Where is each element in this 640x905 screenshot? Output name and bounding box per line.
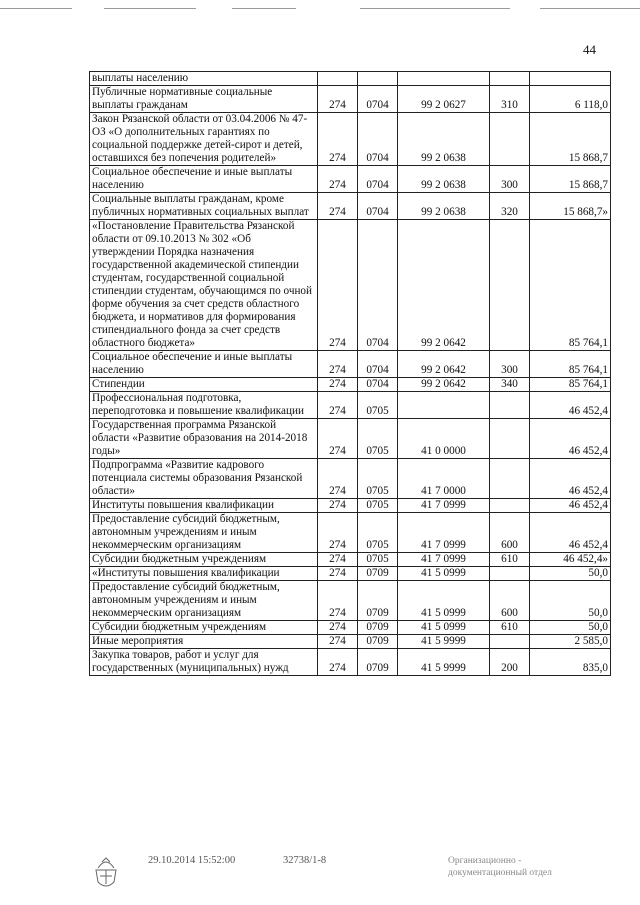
row-ministry-code: 274 (318, 553, 358, 567)
row-target-code: 99 2 0642 (398, 220, 490, 351)
table-row (90, 113, 611, 166)
department-stamp-line1: Организационно - (448, 856, 522, 866)
row-amount: 85 764,1 (530, 378, 611, 392)
row-ministry-code: 274 (318, 193, 358, 220)
row-description: Предоставление субсидий бюджетным, автономным учреждениям и иным некоммерческим организациям (90, 513, 318, 553)
row-target-code: 41 0 0000 (398, 419, 490, 459)
table-row (90, 499, 611, 513)
row-target-code: 99 2 0642 (398, 351, 490, 378)
footer-document-id: 32738/1-8 (283, 855, 327, 866)
row-ministry-code: 274 (318, 166, 358, 193)
row-description: Предоставление субсидий бюджетным, автономным учреждениям и иным некоммерческим организациям (90, 581, 318, 621)
row-target-code: 41 5 0999 (398, 581, 490, 621)
row-expense-type (490, 220, 530, 351)
row-amount: 46 452,4 (530, 499, 611, 513)
row-section-code: 0709 (358, 635, 398, 649)
row-section-code: 0705 (358, 392, 398, 419)
table-row (90, 567, 611, 581)
row-section-code: 0709 (358, 581, 398, 621)
row-expense-type: 200 (490, 649, 530, 676)
row-expense-type: 600 (490, 581, 530, 621)
row-description: Субсидии бюджетным учреждениям (90, 553, 318, 567)
row-description: «Институты повышения квалификации (90, 567, 318, 581)
table-row (90, 220, 611, 351)
row-target-code: 41 5 9999 (398, 649, 490, 676)
row-target-code (398, 72, 490, 86)
row-amount: 46 452,4 (530, 513, 611, 553)
row-description: выплаты населению (90, 72, 318, 86)
coat-of-arms-icon (90, 852, 122, 892)
row-expense-type (490, 459, 530, 499)
row-section-code: 0709 (358, 567, 398, 581)
row-ministry-code: 274 (318, 113, 358, 166)
row-target-code (398, 392, 490, 419)
row-description: Закон Рязанской области от 03.04.2006 № 47-ОЗ «О дополнительных гарантиях по социальной поддержке детей-сирот и детей, оставшихся без попечения родителей» (90, 113, 318, 166)
row-description: Иные мероприятия (90, 635, 318, 649)
table-row (90, 635, 611, 649)
row-amount: 50,0 (530, 621, 611, 635)
table-row (90, 419, 611, 459)
row-amount: 50,0 (530, 567, 611, 581)
row-amount: 2 585,0 (530, 635, 611, 649)
row-amount: 15 868,7 (530, 113, 611, 166)
row-expense-type (490, 113, 530, 166)
row-section-code: 0704 (358, 351, 398, 378)
footer-timestamp: 29.10.2014 15:52:00 (148, 855, 236, 866)
row-section-code: 0705 (358, 513, 398, 553)
department-stamp-line2: документационный отдел (448, 868, 552, 878)
row-expense-type: 610 (490, 553, 530, 567)
row-section-code: 0704 (358, 193, 398, 220)
table-row (90, 392, 611, 419)
row-ministry-code: 274 (318, 649, 358, 676)
row-section-code: 0704 (358, 166, 398, 193)
row-target-code: 41 7 0000 (398, 459, 490, 499)
row-expense-type: 300 (490, 351, 530, 378)
row-amount (530, 72, 611, 86)
row-description: Профессиональная подготовка, переподготовка и повышение квалификации (90, 392, 318, 419)
row-description: Социальное обеспечение и иные выплаты населению (90, 166, 318, 193)
department-stamp (448, 855, 552, 879)
row-target-code: 41 5 0999 (398, 621, 490, 635)
row-section-code: 0709 (358, 649, 398, 676)
row-section-code: 0704 (358, 220, 398, 351)
table-row (90, 378, 611, 392)
row-target-code: 41 7 0999 (398, 553, 490, 567)
row-amount: 46 452,4» (530, 553, 611, 567)
budget-table (89, 71, 611, 676)
row-description: Закупка товаров, работ и услуг для государственных (муниципальных) нужд (90, 649, 318, 676)
row-description: Субсидии бюджетным учреждениям (90, 621, 318, 635)
table-row (90, 86, 611, 113)
row-ministry-code (318, 72, 358, 86)
row-ministry-code: 274 (318, 635, 358, 649)
row-expense-type (490, 392, 530, 419)
row-description: Стипендии (90, 378, 318, 392)
row-amount: 15 868,7 (530, 166, 611, 193)
row-section-code (358, 72, 398, 86)
row-section-code: 0705 (358, 499, 398, 513)
table-row (90, 621, 611, 635)
budget-table-body (90, 72, 611, 676)
row-expense-type: 600 (490, 513, 530, 553)
row-description: Государственная программа Рязанской области «Развитие образования на 2014-2018 годы» (90, 419, 318, 459)
row-amount: 835,0 (530, 649, 611, 676)
row-expense-type (490, 419, 530, 459)
row-expense-type (490, 567, 530, 581)
row-target-code: 99 2 0638 (398, 193, 490, 220)
row-description: Социальное обеспечение и иные выплаты населению (90, 351, 318, 378)
table-row (90, 166, 611, 193)
page-number: 44 (583, 42, 596, 57)
row-description: Социальные выплаты гражданам, кроме публичных нормативных социальных выплат (90, 193, 318, 220)
row-expense-type (490, 72, 530, 86)
table-row (90, 459, 611, 499)
row-expense-type (490, 635, 530, 649)
row-description: Институты повышения квалификации (90, 499, 318, 513)
row-expense-type (490, 499, 530, 513)
row-description: «Постановление Правительства Рязанской области от 09.10.2013 № 302 «Об утверждении Порядка назначения государственной академической стипендии студентам, государственной социальной стипендии студентам, обучающимся по очной форме обучения за счет средств областного бюджета, и нормативов для формирования стипендиального фонда за счет средств областного бюджета» (90, 220, 318, 351)
row-amount: 15 868,7» (530, 193, 611, 220)
table-row (90, 553, 611, 567)
row-ministry-code: 274 (318, 581, 358, 621)
row-section-code: 0704 (358, 86, 398, 113)
row-amount: 6 118,0 (530, 86, 611, 113)
scan-top-border (0, 8, 640, 9)
row-ministry-code: 274 (318, 392, 358, 419)
row-amount: 46 452,4 (530, 459, 611, 499)
row-target-code: 41 5 0999 (398, 567, 490, 581)
row-expense-type: 340 (490, 378, 530, 392)
row-section-code: 0704 (358, 378, 398, 392)
row-section-code: 0705 (358, 419, 398, 459)
row-description: Публичные нормативные социальные выплаты гражданам (90, 86, 318, 113)
row-ministry-code: 274 (318, 499, 358, 513)
table-row (90, 193, 611, 220)
row-target-code: 41 5 9999 (398, 635, 490, 649)
row-expense-type: 320 (490, 193, 530, 220)
row-amount: 50,0 (530, 581, 611, 621)
row-ministry-code: 274 (318, 220, 358, 351)
row-ministry-code: 274 (318, 459, 358, 499)
row-ministry-code: 274 (318, 86, 358, 113)
table-row (90, 513, 611, 553)
row-amount: 46 452,4 (530, 392, 611, 419)
row-ministry-code: 274 (318, 351, 358, 378)
table-row (90, 581, 611, 621)
table-row (90, 649, 611, 676)
row-section-code: 0705 (358, 553, 398, 567)
row-section-code: 0705 (358, 459, 398, 499)
row-section-code: 0709 (358, 621, 398, 635)
row-ministry-code: 274 (318, 567, 358, 581)
row-target-code: 99 2 0642 (398, 378, 490, 392)
row-amount: 85 764,1 (530, 351, 611, 378)
row-amount: 85 764,1 (530, 220, 611, 351)
row-target-code: 99 2 0638 (398, 113, 490, 166)
row-ministry-code: 274 (318, 621, 358, 635)
table-row (90, 72, 611, 86)
row-expense-type: 300 (490, 166, 530, 193)
row-expense-type: 310 (490, 86, 530, 113)
table-row (90, 351, 611, 378)
row-ministry-code: 274 (318, 419, 358, 459)
row-target-code: 41 7 0999 (398, 499, 490, 513)
row-description: Подпрограмма «Развитие кадрового потенциала системы образования Рязанской области» (90, 459, 318, 499)
row-section-code: 0704 (358, 113, 398, 166)
row-expense-type: 610 (490, 621, 530, 635)
row-target-code: 99 2 0638 (398, 166, 490, 193)
row-ministry-code: 274 (318, 513, 358, 553)
row-target-code: 99 2 0627 (398, 86, 490, 113)
row-target-code: 41 7 0999 (398, 513, 490, 553)
row-amount: 46 452,4 (530, 419, 611, 459)
row-ministry-code: 274 (318, 378, 358, 392)
